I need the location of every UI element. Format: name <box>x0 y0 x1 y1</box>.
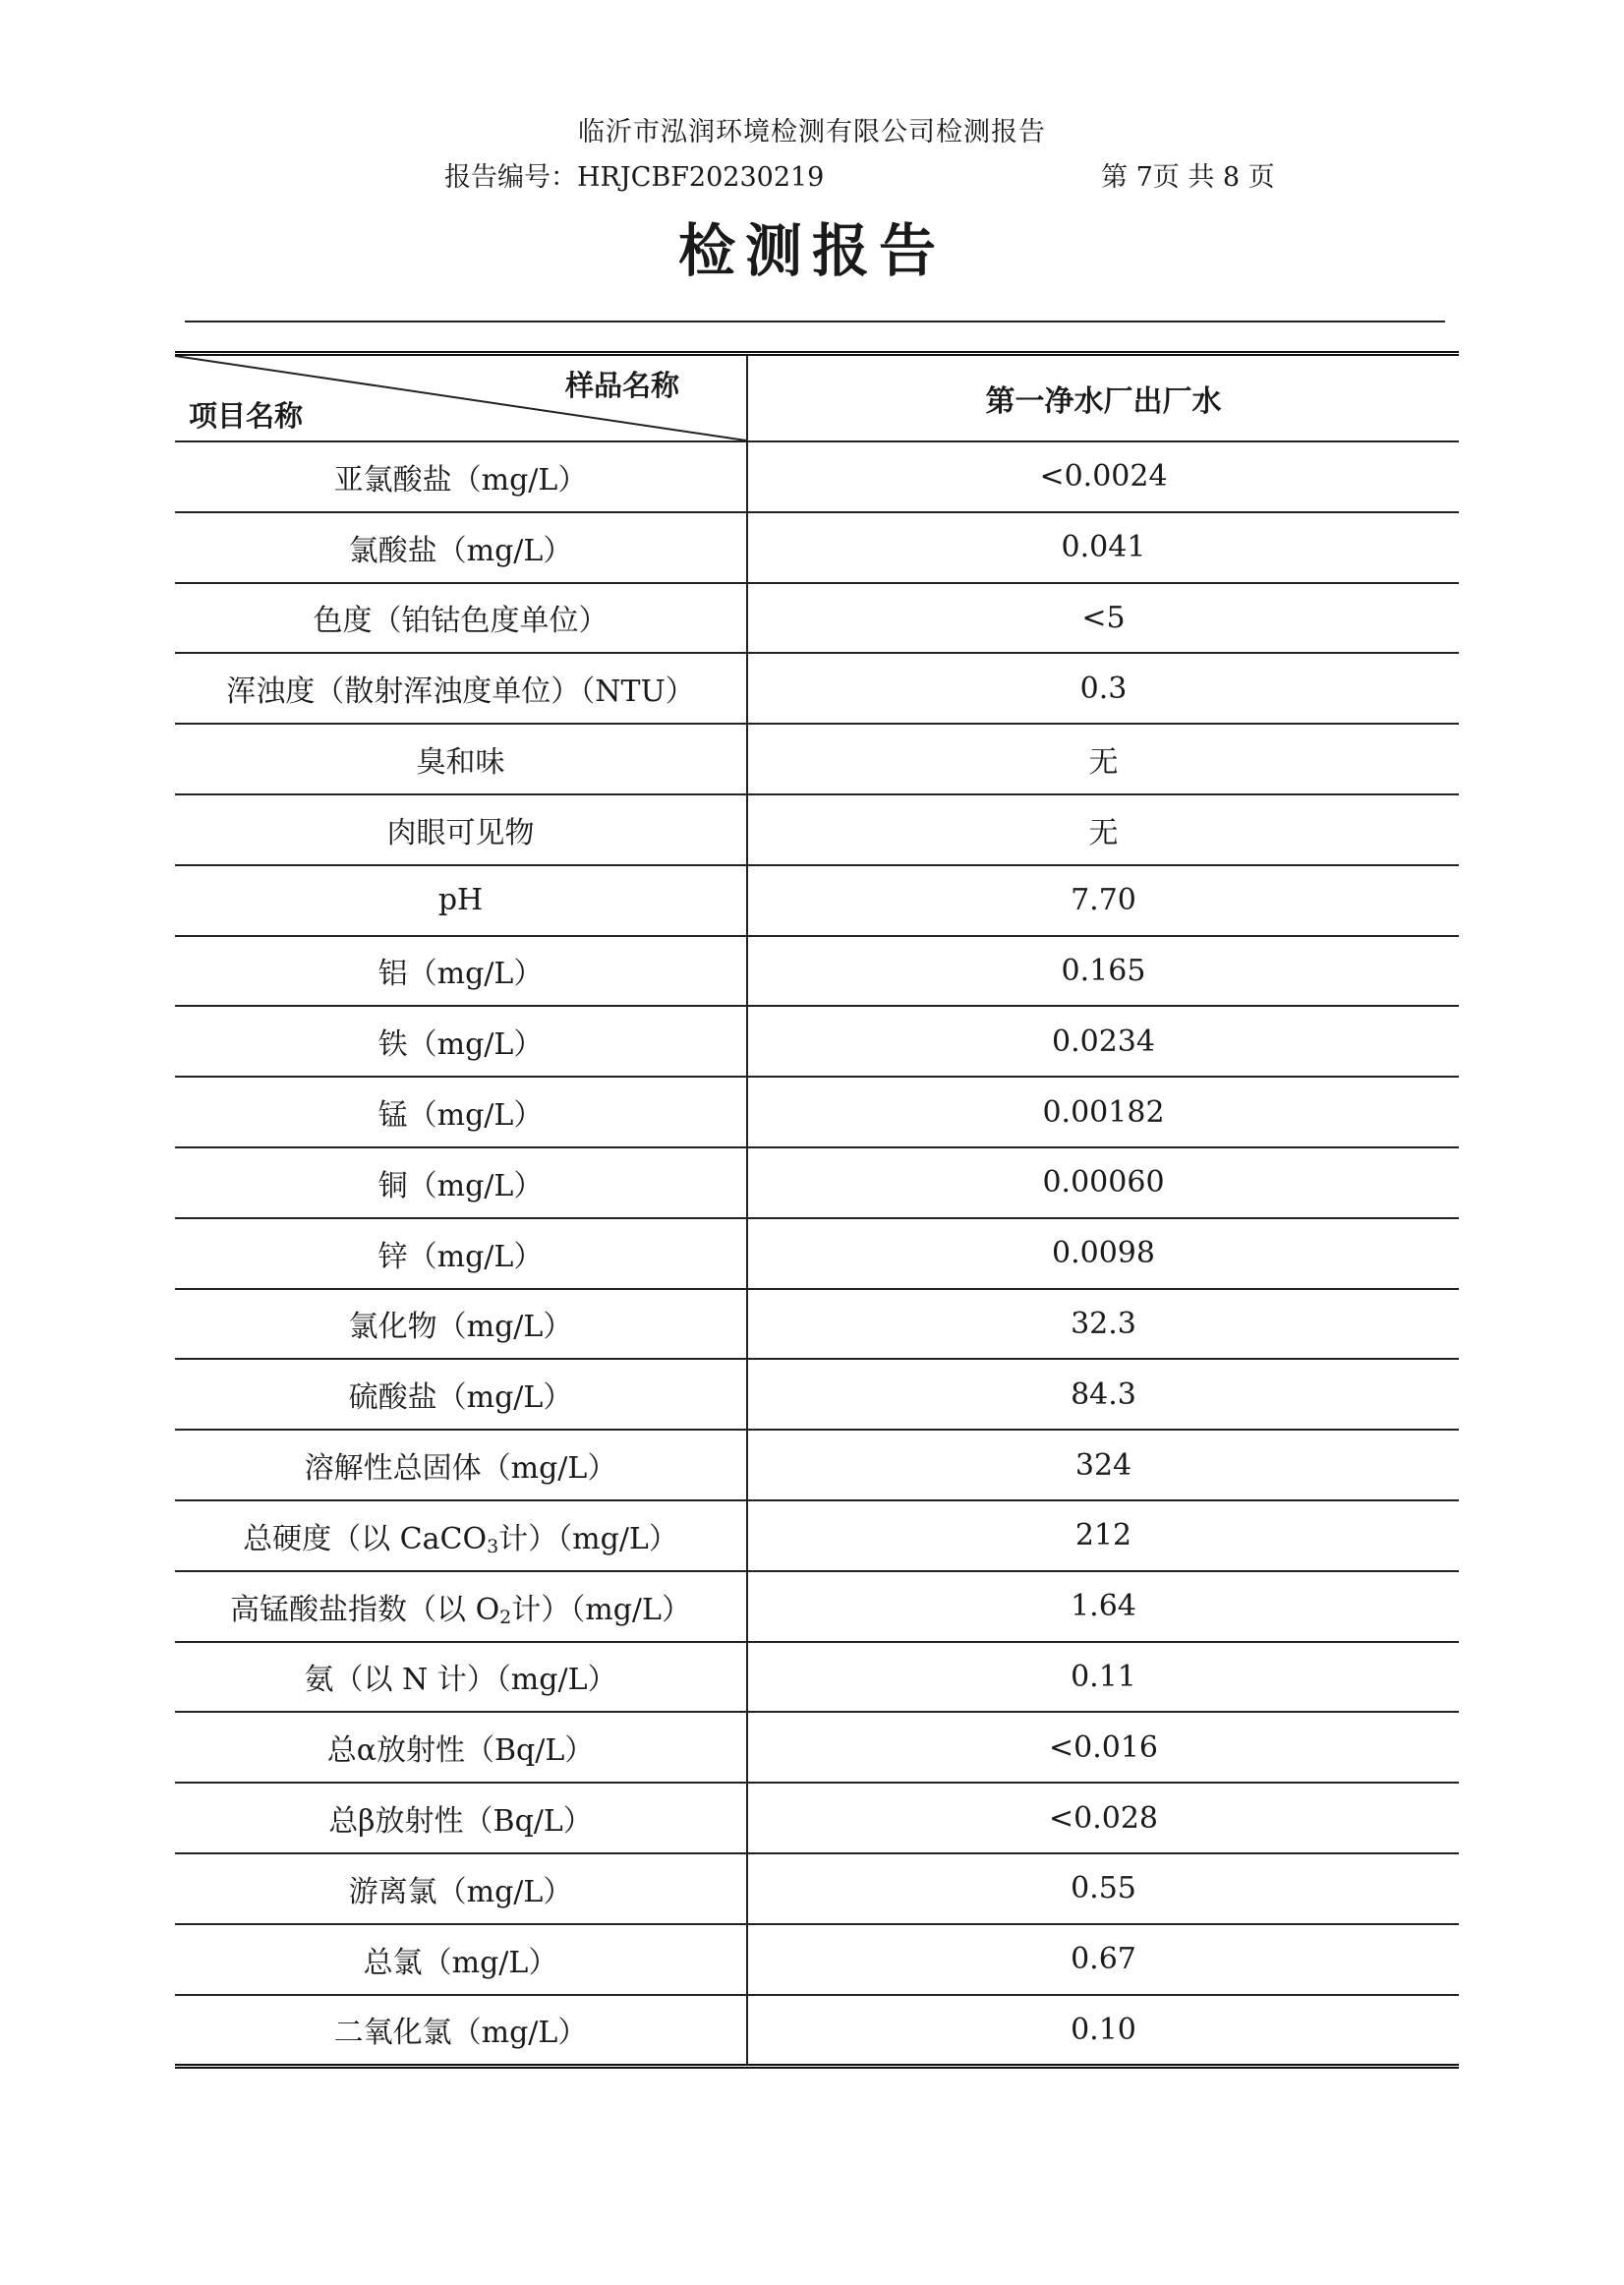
value-cell: 0.10 <box>747 1995 1459 2067</box>
table-row <box>175 1571 1459 1642</box>
value-cell: 0.165 <box>747 936 1459 1007</box>
table-row <box>175 1853 1459 1924</box>
table-row <box>175 1289 1459 1360</box>
table-row <box>175 1500 1459 1571</box>
item-text: 计）（mg/L） <box>511 1592 691 1627</box>
item-cell: 总α放射性（Bq/L） <box>175 1712 747 1783</box>
sample-name-header: 第一净水厂出厂水 <box>747 354 1459 442</box>
value-cell: 0.67 <box>747 1924 1459 1995</box>
item-subscript: 3 <box>487 1535 499 1557</box>
item-text: 计）（mg/L） <box>498 1521 678 1556</box>
value-cell: 324 <box>747 1430 1459 1500</box>
table-row <box>175 653 1459 724</box>
item-cell: 氨（以 N 计）（mg/L） <box>175 1642 747 1713</box>
value-cell: 0.00182 <box>747 1077 1459 1147</box>
value-cell: <0.016 <box>747 1712 1459 1783</box>
value-cell: 0.0098 <box>747 1218 1459 1289</box>
item-text: 高锰酸盐指数（以 O <box>230 1592 500 1627</box>
item-cell: 总氯（mg/L） <box>175 1924 747 1995</box>
value-cell: <0.028 <box>747 1783 1459 1853</box>
item-cell: 臭和味 <box>175 724 747 794</box>
report-number: 报告编号：HRJCBF20230219 <box>444 162 825 193</box>
item-subscript: 2 <box>499 1606 512 1628</box>
table-row <box>175 512 1459 583</box>
item-cell <box>175 1571 747 1642</box>
value-cell: 0.11 <box>747 1642 1459 1713</box>
value-cell: 84.3 <box>747 1359 1459 1430</box>
item-cell: 溶解性总固体（mg/L） <box>175 1430 747 1500</box>
table-row <box>175 1077 1459 1147</box>
table-row <box>175 1642 1459 1713</box>
item-cell: 氯酸盐（mg/L） <box>175 512 747 583</box>
value-cell: 无 <box>747 794 1459 865</box>
table-row <box>175 1783 1459 1853</box>
value-cell: 0.00060 <box>747 1147 1459 1218</box>
value-cell: 0.3 <box>747 653 1459 724</box>
table-row <box>175 865 1459 936</box>
item-cell: pH <box>175 865 747 936</box>
item-name-label: 项目名称 <box>189 399 304 433</box>
sample-name-label: 样品名称 <box>564 369 679 402</box>
item-cell: 锰（mg/L） <box>175 1077 747 1147</box>
item-cell: 二氧化氯（mg/L） <box>175 1995 747 2067</box>
item-cell: 肉眼可见物 <box>175 794 747 865</box>
page-number: 第 7页 共 8 页 <box>1101 162 1275 193</box>
item-text: 总硬度（以 CaCO <box>243 1521 488 1556</box>
company-header: 临沂市泓润环境检测有限公司检测报告 <box>578 117 1046 147</box>
table-row <box>175 794 1459 865</box>
table-row <box>175 1712 1459 1783</box>
item-cell: 铜（mg/L） <box>175 1147 747 1218</box>
value-cell: 0.55 <box>747 1853 1459 1924</box>
value-cell: 1.64 <box>747 1571 1459 1642</box>
item-cell: 浑浊度（散射浑浊度单位）（NTU） <box>175 653 747 724</box>
table-row <box>175 936 1459 1007</box>
table-row <box>175 1359 1459 1430</box>
table-row <box>175 1006 1459 1077</box>
item-cell: 铁（mg/L） <box>175 1006 747 1077</box>
value-cell: <5 <box>747 583 1459 654</box>
results-table <box>175 351 1459 2069</box>
document-title: 检测报告 <box>677 217 946 284</box>
item-cell <box>175 1500 747 1571</box>
table-row <box>175 441 1459 512</box>
item-cell: 游离氯（mg/L） <box>175 1853 747 1924</box>
item-cell: 色度（铂钴色度单位） <box>175 583 747 654</box>
table-row <box>175 724 1459 794</box>
value-cell: 7.70 <box>747 865 1459 936</box>
table-row <box>175 1924 1459 1995</box>
item-cell: 亚氯酸盐（mg/L） <box>175 441 747 512</box>
item-cell: 铝（mg/L） <box>175 936 747 1007</box>
table-row <box>175 1218 1459 1289</box>
table-row <box>175 1147 1459 1218</box>
value-cell: 0.041 <box>747 512 1459 583</box>
value-cell: <0.0024 <box>747 441 1459 512</box>
item-cell: 总β放射性（Bq/L） <box>175 1783 747 1853</box>
value-cell: 32.3 <box>747 1289 1459 1360</box>
table-row <box>175 583 1459 654</box>
value-cell: 0.0234 <box>747 1006 1459 1077</box>
table-row <box>175 1430 1459 1500</box>
value-cell: 无 <box>747 724 1459 794</box>
item-cell: 锌（mg/L） <box>175 1218 747 1289</box>
value-cell: 212 <box>747 1500 1459 1571</box>
table-row <box>175 1995 1459 2067</box>
item-cell: 硫酸盐（mg/L） <box>175 1359 747 1430</box>
diagonal-header-cell <box>175 354 747 442</box>
title-rule <box>185 321 1445 322</box>
table-header-row <box>175 354 1459 442</box>
item-cell: 氯化物（mg/L） <box>175 1289 747 1360</box>
